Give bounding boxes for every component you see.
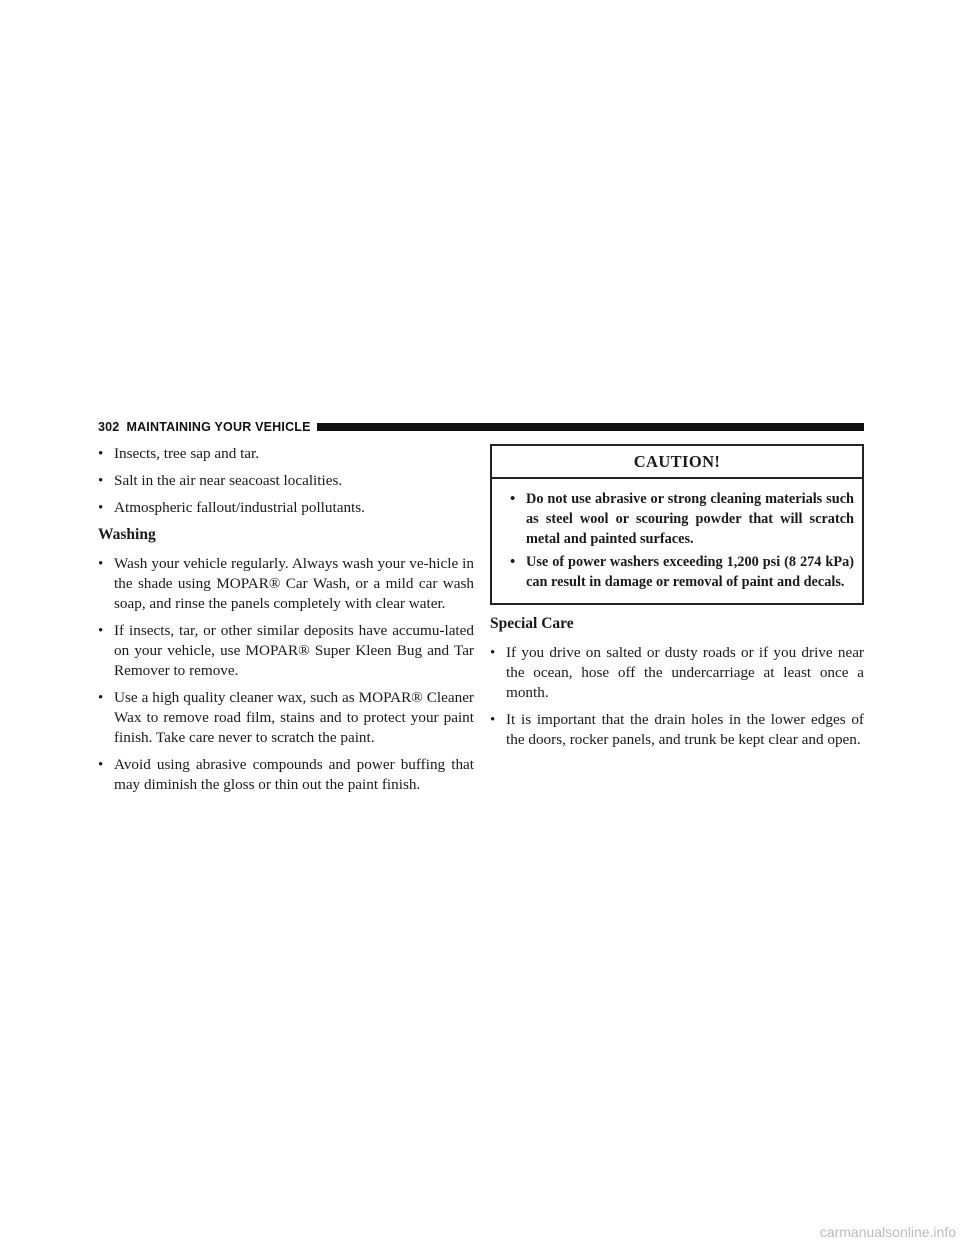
list-item: • Insects, tree sap and tar. — [98, 445, 260, 462]
bullet-icon: • — [98, 446, 104, 462]
bullet-icon: • — [98, 690, 104, 706]
bullet-icon: • — [98, 500, 104, 516]
section-title: MAINTAINING YOUR VEHICLE — [126, 420, 311, 434]
washing-bullet-list — [98, 554, 474, 795]
bullet-icon: • — [98, 556, 104, 572]
list-item: • Do not use abrasive or strong cleaning materials such as steel wool or scouring powder that will scratch metal and painted surfaces. — [510, 491, 854, 547]
bullet-icon: • — [490, 712, 496, 728]
list-item: • If you drive on salted or dusty roads or if you drive near the ocean, hose off the undercarriage at least once a month. — [490, 644, 864, 701]
bullet-icon: • — [490, 645, 496, 661]
list-item: • Salt in the air near seacoast localities. — [98, 472, 343, 489]
left-column — [98, 444, 474, 802]
caution-title: CAUTION! — [492, 446, 862, 479]
watermark: carmanualsonline.info — [819, 1224, 956, 1240]
bullet-icon: • — [510, 491, 516, 507]
right-column — [490, 444, 864, 757]
washing-heading: Washing — [98, 526, 156, 543]
bullet-icon: • — [98, 757, 104, 773]
list-item: • Use of power washers exceeding 1,200 psi (8 274 kPa) can result in damage or removal of paint and decals. — [510, 554, 854, 590]
list-item: • Wash your vehicle regularly. Always wash your ve-hicle in the shade using MOPAR® Car Wash, or a mild car wash soap, and rinse the panels completely with clear water. — [98, 555, 474, 612]
list-item: • Use a high quality cleaner wax, such as MOPAR® Cleaner Wax to remove road film, stains and to protect your paint finish. Take care never to scratch the paint. — [98, 689, 474, 746]
list-item: • If insects, tar, or other similar deposits have accumu-lated on your vehicle, use MOPAR® Super Kleen Bug and Tar Remover to remove. — [98, 622, 474, 679]
bullet-icon: • — [510, 554, 516, 570]
special-care-bullet-list — [490, 643, 864, 750]
bullet-icon: • — [98, 623, 104, 639]
list-item: • Atmospheric fallout/industrial pollutants. — [98, 499, 365, 516]
list-item: • Avoid using abrasive compounds and power buffing that may diminish the gloss or thin out the paint finish. — [98, 756, 474, 793]
header-rule — [317, 423, 864, 431]
page-number: 302 — [98, 420, 120, 434]
page-header — [98, 419, 864, 435]
special-care-heading: Special Care — [490, 615, 574, 632]
bullet-icon: • — [98, 473, 104, 489]
caution-bullet-list — [510, 489, 854, 592]
caution-body — [492, 479, 862, 603]
intro-bullet-list — [98, 444, 474, 518]
caution-box — [490, 444, 864, 605]
list-item: • It is important that the drain holes in the lower edges of the doors, rocker panels, and trunk be kept clear and open. — [490, 711, 864, 748]
